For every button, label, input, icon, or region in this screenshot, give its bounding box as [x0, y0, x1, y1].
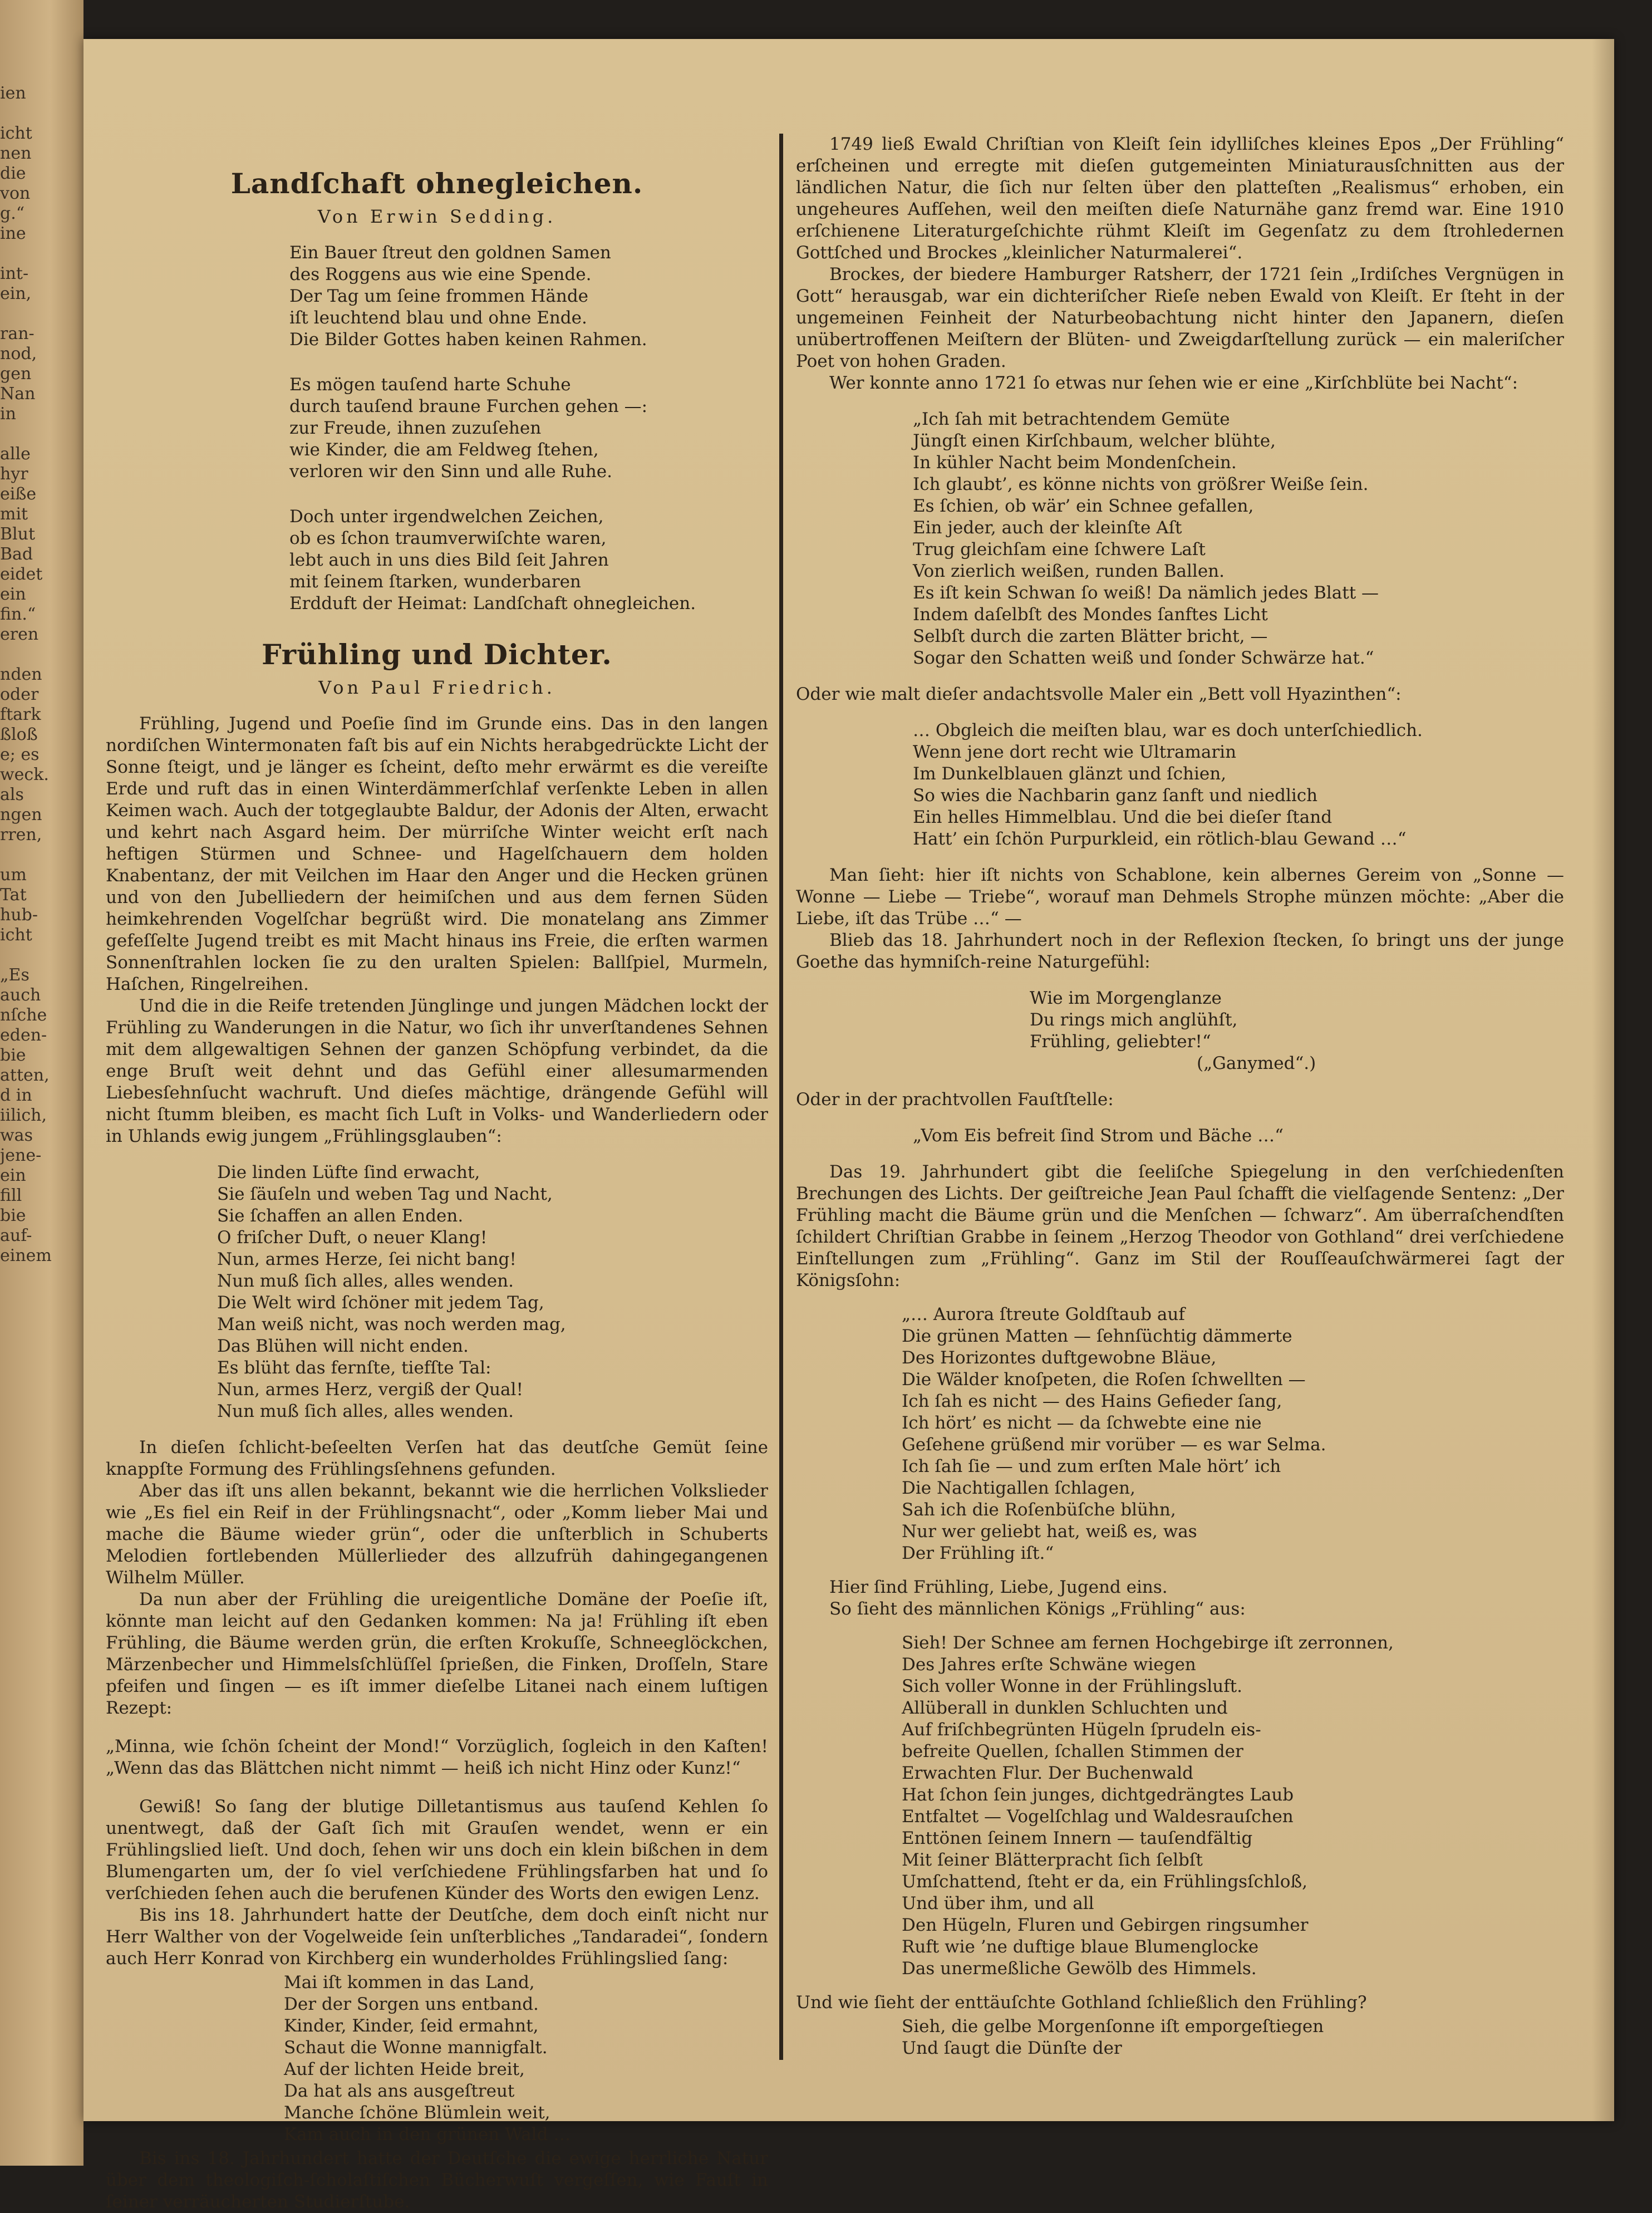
paragraph: Aber das iſt uns allen bekannt, bekannt wie die herrlichen Volkslieder wie „Es fiel ein Reif in der Frühlingsnacht“, oder „Komm lieber Mai und mache die Bäume wieder grün“, oder die unſterblich in Schuberts Melodien fortlebenden Müllerlieder des allzufrüh dahingegangenen Wilhelm Müller.	[106, 1481, 768, 1588]
poem-line: Die Bilder Gottes haben keinen Rahmen.	[289, 330, 647, 350]
paragraph: So ſieht des männlichen Königs „Frühling“ aus:	[829, 1599, 1246, 1619]
poem-line: Auf friſchbegrünten Hügeln ſprudeln eis-	[902, 1720, 1261, 1740]
margin-fragment	[0, 304, 56, 324]
poem-line: So wies die Nachbarin ganz ſanft und niedlich	[913, 786, 1318, 806]
poem-line: Wenn jene dort recht wie Ultramarin	[913, 742, 1237, 762]
margin-fragment: eren	[0, 625, 39, 644]
margin-fragment	[0, 845, 56, 865]
paragraph: Bis ins 18. Jahrhundert hatte der Deutſche, dem doch einſt nicht nur Herr Walther von der Vogelweide ſein unſterbliches „Tandaradei“, ſondern auch Herr Konrad von Kirchberg ein wunderholdes Frühlingslied ſang:	[106, 1905, 768, 1969]
poem-line: ob es ſchon traumverwiſchte waren,	[289, 528, 607, 548]
paragraph: Gewiß! So ſang der blutige Dilletantismus aus tauſend Kehlen ſo unentwegt, daß der Gaſt ſich mit Grauſen wendet, wenn er ein Frühlingslied lieſt. Und doch, ſehen wir uns doch ein klein bißchen in dem Blumengarten um, der ſo viel verſchiedene Frühlingsfarben hat und ſo verſchieden ſehen auch die berufenen Künder des Worts den ewigen Lenz.	[106, 1797, 768, 1903]
poem-line: Des Jahres erſte Schwäne wiegen	[902, 1655, 1196, 1675]
margin-fragment: ftark	[0, 705, 41, 724]
poem-line: Von zierlich weißen, runden Ballen.	[913, 561, 1225, 581]
poem-line: Nun, armes Herz, vergiß der Qual!	[217, 1380, 523, 1400]
margin-fragment	[0, 945, 56, 965]
margin-fragment: oder	[0, 685, 39, 704]
margin-fragment: icht	[0, 124, 32, 143]
margin-fragment: Blut	[0, 524, 36, 544]
poem-line: Die Wälder knoſpeten, die Roſen ſchwellten —	[902, 1370, 1306, 1390]
margin-fragment	[0, 104, 56, 124]
poem-line: Selbſt durch die zarten Blätter bricht, —	[913, 626, 1268, 646]
poem-line: Manche ſchöne Blümlein weit,	[284, 2103, 550, 2123]
poem-line: Mai iſt kommen in das Land,	[284, 1972, 535, 1993]
poem-fruehlingsglauben	[217, 1162, 768, 1422]
poem-line: Entfaltet — Vogelſchlag und Waldesrauſchen	[902, 1807, 1294, 1827]
poem-line: Allüberall in dunklen Schluchten und	[902, 1698, 1228, 1718]
poem-line: zur Freude, ihnen zuzuſehen	[289, 418, 542, 438]
paragraph: Da nun aber der Frühling die ureigentliche Domäne der Poeſie iſt, könnte man leicht auf den Gedanken kommen: Na ja! Frühling iſt eben Frühling, die Bäume werden grün, die erſten Krokuſſe, Schneeglöckchen, Märzenbecher und Himmelsſchlüſſel ſprießen, die Finken, Droſſeln, Stare pfeifen und ſingen — es iſt immer dieſelbe Litanei nach einem luſtigen Rezept:	[106, 1589, 768, 1718]
poem-line: … Obgleich die meiſten blau, war es doch unterſchiedlich.	[913, 720, 1423, 740]
poem-line: Ein Bauer ſtreut den goldnen Samen	[289, 243, 611, 263]
poem-gothland-2	[902, 1632, 1564, 1980]
poem-kirschbluete	[913, 409, 1564, 669]
margin-fragment: nod,	[0, 344, 37, 364]
poem-line: Nun muß ſich alles, alles wenden.	[217, 1401, 514, 1421]
poem-line: Auf der lichten Heide breit,	[284, 2059, 525, 2079]
poem-gothland-3	[902, 2016, 1564, 2059]
poem-line: Mit ſeiner Blätterpracht ſich ſelbſt	[902, 1850, 1203, 1870]
margin-fragment: nden	[0, 665, 42, 684]
margin-fragment: gen	[0, 364, 32, 384]
margin-fragment: ien	[0, 84, 26, 103]
quote: „Minna, wie ſchön ſcheint der Mond!“ Vorzüglich, ſogleich in den Kaſten! „Wenn das das Blättchen nicht nimmt — heiß ich nicht Hinz oder Kunz!“	[106, 1736, 768, 1778]
poem-line: Sieh! Der Schnee am fernen Hochgebirge iſt zerronnen,	[902, 1633, 1394, 1653]
margin-fragment	[0, 244, 56, 264]
paragraph: Und die in die Reife tretenden Jünglinge und jungen Mädchen lockt der Frühling zu Wanderungen in die Natur, wo ſich ihr unverſtandenes Sehnen mit dem allgewaltigen Sehnen der ganzen Schöpfung verbindet, da die enge Bruſt weit dehnt und das Gefühl einer allesumarmenden Liebesſehnſucht wachruft. Und dieſes mächtige, drängende Gefühl will nicht ſtumm bleiben, es macht ſich Luſt in Volks- und Wanderliedern oder in Uhlands ewig jungem „Frühlingsglauben“:	[106, 996, 768, 1146]
poem-line: Ich hört’ es nicht — da ſchwebte eine nie	[902, 1413, 1262, 1433]
margin-fragment: Nan	[0, 384, 36, 404]
margin-fragment: eiße	[0, 484, 37, 504]
margin-fragment: fill	[0, 1186, 22, 1205]
poem-line: Sogar den Schatten weiß und ſonder Schwärze hat.“	[913, 648, 1374, 668]
poem-line: Kam auch in den grünen Wald …	[284, 2124, 571, 2145]
margin-fragment: ran-	[0, 324, 35, 344]
margin-fragment: Bad	[0, 544, 33, 564]
margin-fragment: nſche	[0, 1005, 47, 1025]
poem-line: „Ich ſah mit betrachtendem Gemüte	[913, 409, 1230, 429]
poem-line: In kühler Nacht beim Mondenſchein.	[913, 453, 1237, 473]
poem-line: Nur wer geliebt hat, weiß es, was	[902, 1522, 1197, 1542]
poem-line: Sieh, die gelbe Morgenſonne iſt emporgeſtiegen	[902, 2016, 1324, 2037]
poem-line: Und über ihm, und all	[902, 1893, 1094, 1913]
poem-line: „… Aurora ſtreute Goldſtaub auf	[902, 1304, 1185, 1324]
poem-line: Das Blühen will nicht enden.	[217, 1336, 469, 1356]
poem-line: Doch unter irgendwelchen Zeichen,	[289, 507, 604, 527]
paragraph: Das 19. Jahrhundert gibt die ſeeliſche Spiegelung in den verſchiedenſten Brechungen des Lichts. Der geiſtreiche Jean Paul ſchafft die vielſagende Sentenz: „Der Frühling macht die Bäume grün und die Menſchen — ſchwarz“. Am überraſchendſten ſchildert Chriſtian Grabbe in ſeinem „Herzog Theodor von Gothland“ drei verſchiedene Einſtellungen zum „Frühling“. Ganz im Stil der Rouſſeauſchwärmerei ſagt der Königsſohn:	[796, 1162, 1564, 1290]
margin-fragment: auf-	[0, 1226, 32, 1245]
paragraph: Brockes, der biedere Hamburger Ratsherr, der 1721 ſein „Irdiſches Vergnügen in Gott“ herausgab, war ein dichteriſcher Rieſe neben Ewald von Kleiſt. Er ſteht in der ungemeinen Feinheit der Naturbeobachtung nicht hinter den Japanern, dieſen unübertroffenen Meiſtern der Blüten- und Zweigdarſtellung zurück — ein maleriſcher Poet von hohen Graden.	[796, 264, 1564, 371]
poem-line: Und ſaugt die Dünſte der	[902, 2038, 1122, 2058]
poem-line: Jüngſt einen Kirſchbaum, welcher blühte,	[913, 431, 1276, 451]
poem-line: Es mögen tauſend harte Schuhe	[289, 375, 571, 395]
poem-line: Ein helles Himmelblau. Und die bei dieſer ſtand	[913, 807, 1333, 827]
quote: „Vom Eis befreit ſind Strom und Bäche …“	[913, 1126, 1284, 1146]
poem-line: Der Tag um ſeine frommen Hände	[289, 286, 589, 306]
margin-fragment: int-	[0, 264, 29, 283]
poem-line: Schaut die Wonne mannigfalt.	[284, 2038, 548, 2058]
right-column	[796, 134, 1564, 2072]
margin-fragment: nen	[0, 144, 32, 163]
poem-line: Die grünen Matten — ſehnſüchtig dämmerte	[902, 1326, 1292, 1346]
poem-line: Die linden Lüfte ſind erwacht,	[217, 1162, 480, 1182]
poem-line: befreite Quellen, ſchallen Stimmen der	[902, 1741, 1243, 1761]
stanza	[289, 374, 768, 483]
poem-line: Erdduft der Heimat: Landſchaft ohnegleichen.	[289, 593, 696, 614]
margin-fragment: in	[0, 404, 16, 424]
margin-fragment: rren,	[0, 825, 42, 845]
poem-line: wie Kinder, die am Feldweg ſtehen,	[289, 440, 599, 460]
margin-fragment: auch	[0, 985, 41, 1005]
margin-fragment: bie	[0, 1206, 26, 1225]
paragraph: In dieſen ſchlicht-beſeelten Verſen hat das deutſche Gemüt ſeine knappſte Formung des Frühlingsſehnens gefunden.	[106, 1437, 768, 1479]
paragraph: Man ſieht: hier iſt nichts von Schablone, kein albernes Gereim von „Sonne — Wonne — Liebe — Triebe“, worauf man Dehmels Strophe münzen möchte: „Aber die Liebe, iſt das Trübe …“ —	[796, 865, 1564, 929]
poem-line: Enttönen ſeinem Innern — tauſendfältig	[902, 1828, 1253, 1848]
paragraph: Oder wie malt dieſer andachtsvolle Maler ein „Bett voll Hyazinthen“:	[796, 684, 1402, 704]
poem-line: Umſchattend, ſteht er da, ein Frühlingsſchloß,	[902, 1872, 1308, 1892]
margin-fragment: die	[0, 164, 26, 183]
margin-fragment: fin.“	[0, 605, 36, 624]
margin-fragment	[0, 645, 56, 665]
poem-line: Kinder, Kinder, ſeid ermahnt,	[284, 2016, 539, 2036]
poem-line: Ich ſah ſie — und zum erſten Male hört’ ich	[902, 1456, 1281, 1476]
margin-fragment: was	[0, 1126, 33, 1145]
margin-fragment: jene-	[0, 1146, 42, 1165]
page-edge-shadow	[1592, 39, 1614, 2121]
facing-page	[0, 0, 83, 2166]
margin-fragment: eidet	[0, 565, 43, 584]
margin-fragment: mit	[0, 504, 28, 524]
margin-fragment: bie	[0, 1046, 26, 1065]
margin-fragment: hyr	[0, 464, 28, 484]
paragraph: Frühling, Jugend und Poeſie ſind im Grunde eins. Das in den langen nordiſchen Wintermonaten faſt bis auf ein Nichts herabgedrückte Licht der Sonne ſteigt, und je länger es ſcheint, deſto mehr erwärmt es die vereiſte Erde und ruft das in einen Winterdämmerſchlaf verſenkte Leben in allen Keimen wach. Auch der totgeglaubte Baldur, der Adonis der Alten, erwacht und kehrt nach Asgard heim. Der mürriſche Winter weicht erſt nach heftigen Stürmen und Schnee- und Hagelſchauern dem holden Knabentanz, der mit Veilchen im Haar den Anger und die Hecken grünen und von den Jubelliedern der heimiſchen und aus dem fernen Süden heimkehrenden Vogelſchar begrüßt wird. Die monatelang ans Zimmer gefeſſelte Jugend treibt es mit Macht hinaus ins Freie, die erſten warmen Sonnenſtrahlen locken ſie zu den uralten Spielen: Ballſpiel, Murmeln, Haſchen, Ringelreihen.	[106, 714, 768, 994]
margin-fragment: von	[0, 184, 31, 203]
paragraph: Hier ſind Frühling, Liebe, Jugend eins.	[829, 1577, 1168, 1597]
facing-page-text-fragments	[0, 84, 56, 1266]
paragraph: Wer konnte anno 1721 ſo etwas nur ſehen wie er eine „Kirſchblüte bei Nacht“:	[829, 373, 1518, 393]
poem-hyazinthen	[913, 720, 1564, 850]
poem-line: Ich glaubt’, es könne nichts von größrer Weiße ſein.	[913, 474, 1369, 494]
article-byline: Von Erwin Sedding.	[317, 206, 557, 227]
margin-fragment: ein	[0, 1166, 26, 1185]
poem-line: Ich ſah es nicht — des Hains Gefieder ſang,	[902, 1391, 1282, 1411]
margin-fragment: atten,	[0, 1066, 50, 1085]
article-title: Frühling und Dichter.	[262, 638, 612, 671]
poem-line: lebt auch in uns dies Bild ſeit Jahren	[289, 550, 609, 570]
poem-line: Indem daſelbſt des Mondes ſanftes Licht	[913, 605, 1268, 625]
margin-fragment: d in	[0, 1086, 32, 1105]
margin-fragment: ein,	[0, 284, 32, 303]
margin-fragment: g.“	[0, 204, 25, 223]
poem-line: Das unermeßliche Gewölb des Himmels.	[902, 1959, 1257, 1979]
poem-line: Hat ſchon ſein junges, dichtgedrängtes Laub	[902, 1785, 1294, 1805]
poem-line: Die Nachtigallen ſchlagen,	[902, 1478, 1135, 1498]
poem-source: („Ganymed“.)	[1197, 1053, 1316, 1073]
poem-line: Trug gleichſam eine ſchwere Laſt	[913, 539, 1206, 560]
margin-fragment: einem	[0, 1246, 52, 1265]
poem-line: Nun muß ſich alles, alles wenden.	[217, 1271, 514, 1291]
stanza	[289, 242, 768, 351]
poem-landschaft	[106, 242, 768, 615]
margin-fragment: Tat	[0, 885, 27, 905]
margin-fragment: eden-	[0, 1025, 47, 1045]
poem-line: iſt leuchtend blau und ohne Ende.	[289, 308, 587, 328]
poem-line: Ruft wie ’ne duftige blaue Blumenglocke	[902, 1937, 1259, 1957]
poem-line: Des Horizontes duftgewobne Bläue,	[902, 1348, 1217, 1368]
margin-fragment: alle	[0, 444, 31, 464]
column-divider	[779, 134, 783, 2060]
margin-fragment: icht	[0, 925, 32, 945]
poem-line: Es ſchien, ob wär’ ein Schnee gefallen,	[913, 496, 1254, 516]
article-byline: Von Paul Friedrich.	[318, 677, 555, 698]
margin-fragment: ngen	[0, 805, 42, 825]
margin-fragment: ein	[0, 585, 26, 604]
poem-line: O friſcher Duft, o neuer Klang!	[217, 1228, 488, 1248]
margin-fragment: iilich,	[0, 1106, 47, 1125]
margin-fragment: „Es	[0, 965, 30, 985]
paragraph: Blieb das 18. Jahrhundert noch in der Reflexion ſtecken, ſo bringt uns der junge Goethe das hymniſch-reine Naturgefühl:	[796, 930, 1564, 972]
paragraph: Und wie ſieht der enttäuſchte Gothland ſchließlich den Frühling?	[796, 1993, 1367, 2013]
poem-line: Nun, armes Herze, ſei nicht bang!	[217, 1249, 517, 1269]
margin-fragment: um	[0, 865, 27, 885]
newspaper-page	[83, 39, 1614, 2212]
margin-fragment: ine	[0, 224, 26, 243]
poem-line: des Roggens aus wie eine Spende.	[289, 264, 592, 284]
margin-fragment: als	[0, 785, 24, 804]
margin-fragment: hub-	[0, 905, 38, 925]
poem-line: Erwachten Flur. Der Buchenwald	[902, 1763, 1193, 1783]
poem-line: mit ſeinem ſtarken, wunderbaren	[289, 572, 581, 592]
poem-line: Wie im Morgenglanze	[1030, 988, 1222, 1008]
poem-line: Da hat als ans ausgeſtreut	[284, 2081, 515, 2101]
poem-line: Geſehene grüßend mir vorüber — es war Selma.	[902, 1435, 1326, 1455]
poem-line: Es iſt kein Schwan ſo weiß! Da nämlich jedes Blatt —	[913, 583, 1379, 603]
poem-line: Ein jeder, auch der kleinſte Aſt	[913, 518, 1182, 538]
margin-fragment: ßloß	[0, 725, 38, 744]
poem-line: Im Dunkelblauen glänzt und ſchien,	[913, 764, 1227, 784]
poem-line: Sich voller Wonne in der Frühlingsluft.	[902, 1676, 1242, 1696]
margin-fragment: weck.	[0, 765, 49, 784]
poem-line: Sie ſchaffen an allen Enden.	[217, 1206, 464, 1226]
poem-ganymed	[1030, 988, 1564, 1053]
paragraph: Bis ins 18. Jahrhundert hatte der Deutſche die ewige herrliche Natur über dem theologiſch-ſcholaſtiſchen Bücherwuſt vergeſſen, wie Fauſt in ſeiner verräucherten Studierſtube.	[106, 2148, 768, 2212]
poem-line: verloren wir den Sinn und alle Ruhe.	[289, 462, 612, 482]
poem-line: Sie ſäuſeln und weben Tag und Nacht,	[217, 1184, 553, 1204]
poem-line: Man weiß nicht, was noch werden mag,	[217, 1314, 566, 1334]
poem-line: Sah ich die Roſenbüſche blühn,	[902, 1500, 1176, 1520]
poem-line: Die Welt wird ſchöner mit jedem Tag,	[217, 1293, 544, 1313]
margin-fragment	[0, 424, 56, 444]
paragraph: 1749 ließ Ewald Chriſtian von Kleiſt ſein idylliſches kleines Epos „Der Frühling“ erſcheinen und erregte mit dieſen gutgemeinten Miniaturausſchnitten aus der ländlichen Natur, die ſich nur ſelten über den platteſten „Realismus“ erhoben, ein ungeheures Aufſehen, weil den meiſten dieſe Naturnähe ganz fremd war. Eine 1910 erſchienene Literaturgeſchichte rühmt Kleiſt im Gegenſatz zu dem ſtrohledernen Gottſched und Brockes „kleinlicher Naturmalerei“.	[796, 134, 1564, 263]
article-title: Landſchaft ohnegleichen.	[230, 167, 643, 200]
poem-line: Der der Sorgen uns entband.	[284, 1994, 539, 2014]
poem-line: Der Frühling iſt.“	[902, 1543, 1054, 1563]
poem-line: durch tauſend braune Furchen gehen —:	[289, 396, 648, 416]
poem-line: Du rings mich anglühſt,	[1030, 1010, 1238, 1030]
stanza	[289, 506, 768, 615]
poem-line: Es blüht das fernſte, tiefſte Tal:	[217, 1358, 491, 1378]
poem-line: Frühling, geliebter!“	[1030, 1032, 1211, 1052]
left-column	[106, 134, 768, 2213]
paragraph: Oder in der prachtvollen Fauſtſtelle:	[796, 1090, 1114, 1110]
poem-kirchberg	[284, 1972, 768, 2146]
poem-gothland-1	[902, 1304, 1564, 1564]
poem-line: Hatt’ ein ſchön Purpurkleid, ein rötlich-blau Gewand …“	[913, 829, 1407, 849]
poem-line: Den Hügeln, Fluren und Gebirgen ringsumher	[902, 1915, 1309, 1935]
margin-fragment: e; es	[0, 745, 40, 764]
